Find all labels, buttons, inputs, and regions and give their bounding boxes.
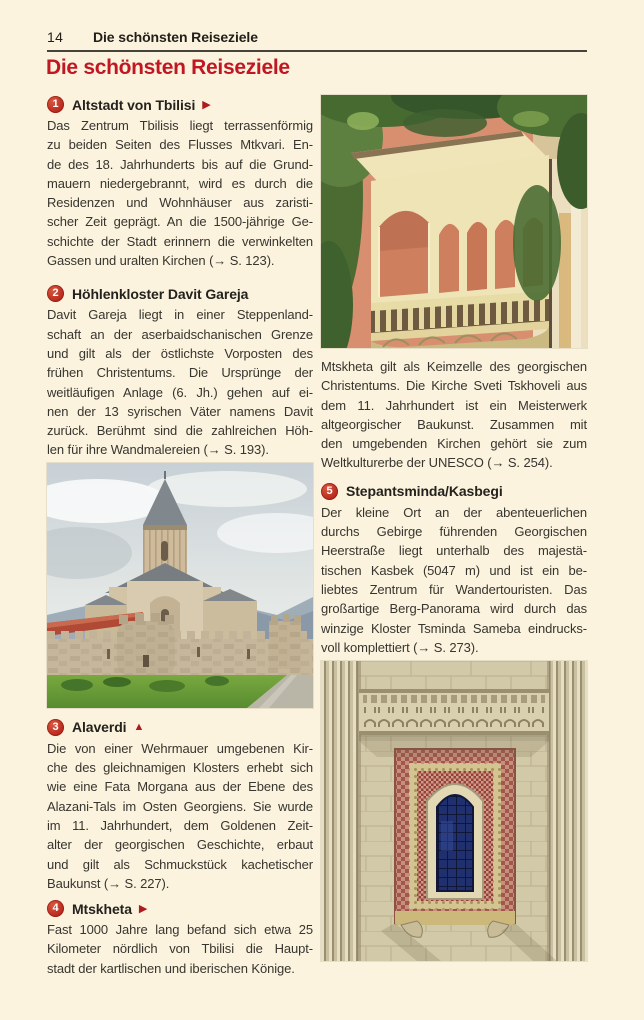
section-title: Höhlenkloster Davit Gareja xyxy=(72,285,249,302)
text-line: und gilt als der östlichste Vorposten des xyxy=(47,345,313,361)
text-line: weitläufigen Anlage (6. Jh.) gehen auf ei- xyxy=(47,384,313,400)
section-number-badge: 3 xyxy=(47,719,64,736)
section-number-badge: 4 xyxy=(47,900,64,917)
photo-direction-arrow-icon: ▶ xyxy=(202,99,211,111)
ornate-church-window-photo xyxy=(321,661,587,961)
text-line: Fast 1000 Jahre lang befand sich etwa 25 xyxy=(47,922,313,938)
text-line: mauern niedergebrannt, wird es durch die xyxy=(47,175,313,191)
paragraph xyxy=(47,739,313,893)
section-number-badge: 2 xyxy=(47,285,64,302)
section-number-badge: 5 xyxy=(321,483,338,500)
section-title: Stepantsminda/Kasbegi xyxy=(346,483,503,500)
section-number-badge: 1 xyxy=(47,96,64,113)
text-line: de des 18. Jahrhunderts bis auf die Grund- xyxy=(47,156,313,172)
text-line: Davit Gareja liegt in einer Steppenland- xyxy=(47,307,313,323)
text-line: und gilt als Schmuckstück kachetischer xyxy=(47,856,313,872)
text-line: zurück. Berühmt sind die zahlreichen Höh- xyxy=(47,423,313,439)
text-line: Christentums. Die Kirche Sveti Tskhoveli aus xyxy=(321,378,587,394)
text-line: Baukunst (→ S. 227). xyxy=(47,875,170,891)
text-line: len für ihre Wandmalereien (→ S. 193). xyxy=(47,442,269,458)
running-head-title: Die schönsten Reiseziele xyxy=(93,29,258,45)
text-line: im 11. Jahrhundert, dem Goldenen Zeit- xyxy=(47,817,313,833)
text-line: Der kleine Ort an der abenteuerlichen xyxy=(321,504,587,520)
section-heading xyxy=(47,96,313,113)
paragraph-mtskheta-continuation xyxy=(321,357,587,473)
text-line: altgeorgischer Baukunst. Zusammen mit xyxy=(321,416,587,432)
paragraph xyxy=(47,920,313,978)
paragraph xyxy=(47,305,313,459)
text-line: winzige Kloster Tsminda Sameba eindrucks- xyxy=(321,620,587,636)
text-line: nen der 13 syrischen Väter namens Davit xyxy=(47,403,313,419)
text-line: dem 11. Jahrhundert ist ein Meisterwerk xyxy=(321,397,587,413)
text-line: tischen Kasbek (5047 m) und ist ein be- xyxy=(321,562,587,578)
text-line: frühen Christentums. Die Ursprünge der xyxy=(47,365,313,381)
running-head xyxy=(47,29,587,45)
photo-direction-arrow-icon: ▶ xyxy=(138,903,148,916)
right-column xyxy=(321,95,587,961)
section-davit-gareja xyxy=(47,285,313,459)
page-number: 14 xyxy=(47,29,64,45)
text-line: Alazani-Tals im Osten Georgiens. Sie wurde xyxy=(47,798,313,814)
section-title: Mtskheta xyxy=(72,900,132,917)
header-divider xyxy=(47,50,587,52)
alaverdi-monastery-photo xyxy=(47,463,313,708)
text-line: den umgebenden Kirchen gehört sie zum xyxy=(321,436,587,452)
text-line: Weltkulturerbe der UNESCO (→ S. 254). xyxy=(321,455,553,471)
text-line: che des gleichnamigen Klosters erhebt sich xyxy=(47,760,313,776)
section-heading xyxy=(47,285,313,302)
text-line: Gassen und uralten Kirchen (→ S. 123). xyxy=(47,253,275,269)
paragraph xyxy=(321,503,587,657)
text-line: schaft an der aserbaidschanischen Grenze xyxy=(47,326,313,342)
text-line: Kilometer nördlich von Tbilisi die Haupt- xyxy=(47,941,313,957)
section-stepantsminda-kasbegi xyxy=(321,483,587,657)
section-heading xyxy=(47,719,313,736)
text-line: wie eine Fata Morgana aus der Ebene des xyxy=(47,779,313,795)
text-line: stadt der kartlischen und iberischen Könige. xyxy=(47,960,295,976)
text-line: durchs Gebirge führenden Georgischen xyxy=(321,524,587,540)
page-title: Die schönsten Reiseziele xyxy=(46,56,290,79)
section-alaverdi xyxy=(47,719,313,893)
text-line: voll komplettiert (→ S. 273). xyxy=(321,639,479,655)
text-line: Das Zentrum Tbilisis liegt terrassenförmig xyxy=(47,118,313,133)
section-title: Alaverdi xyxy=(72,719,127,736)
section-title: Altstadt von Tbilisi xyxy=(72,96,196,113)
text-line: Mtskheta gilt als Keimzelle des georgischen xyxy=(321,359,587,374)
section-heading xyxy=(47,900,313,917)
text-line: liebtes Zentrum für Wandertouristen. Das xyxy=(321,581,587,597)
photo-direction-arrow-icon: ▲ xyxy=(133,721,145,734)
text-line: alter der georgischen Geschichte, erbaut xyxy=(47,837,313,853)
section-mtskheta xyxy=(47,900,313,978)
text-line: zu beiden Seiten des Flusses Mtkvari. En- xyxy=(47,137,313,153)
text-line: Die von einer Wehrmauer umgebenen Kir- xyxy=(47,740,313,756)
text-line: Heerstraße liegt unterhalb des majestä- xyxy=(321,543,587,559)
text-line: großartige Berg-Panorama wird durch das xyxy=(321,601,587,617)
text-line: Residenzen und Wohnhäuser aus zaristi- xyxy=(47,195,313,211)
left-column xyxy=(47,96,313,978)
text-line: schichte der Stadt erinnern die verwinkelten xyxy=(47,233,313,249)
paragraph xyxy=(47,116,313,270)
text-line: scher Zeit geprägt. An die 1500-jährige Ge- xyxy=(47,214,313,230)
section-altstadt-von-tbilisi xyxy=(47,96,313,270)
section-heading xyxy=(321,483,587,500)
tbilisi-balcony-photo xyxy=(321,95,587,348)
